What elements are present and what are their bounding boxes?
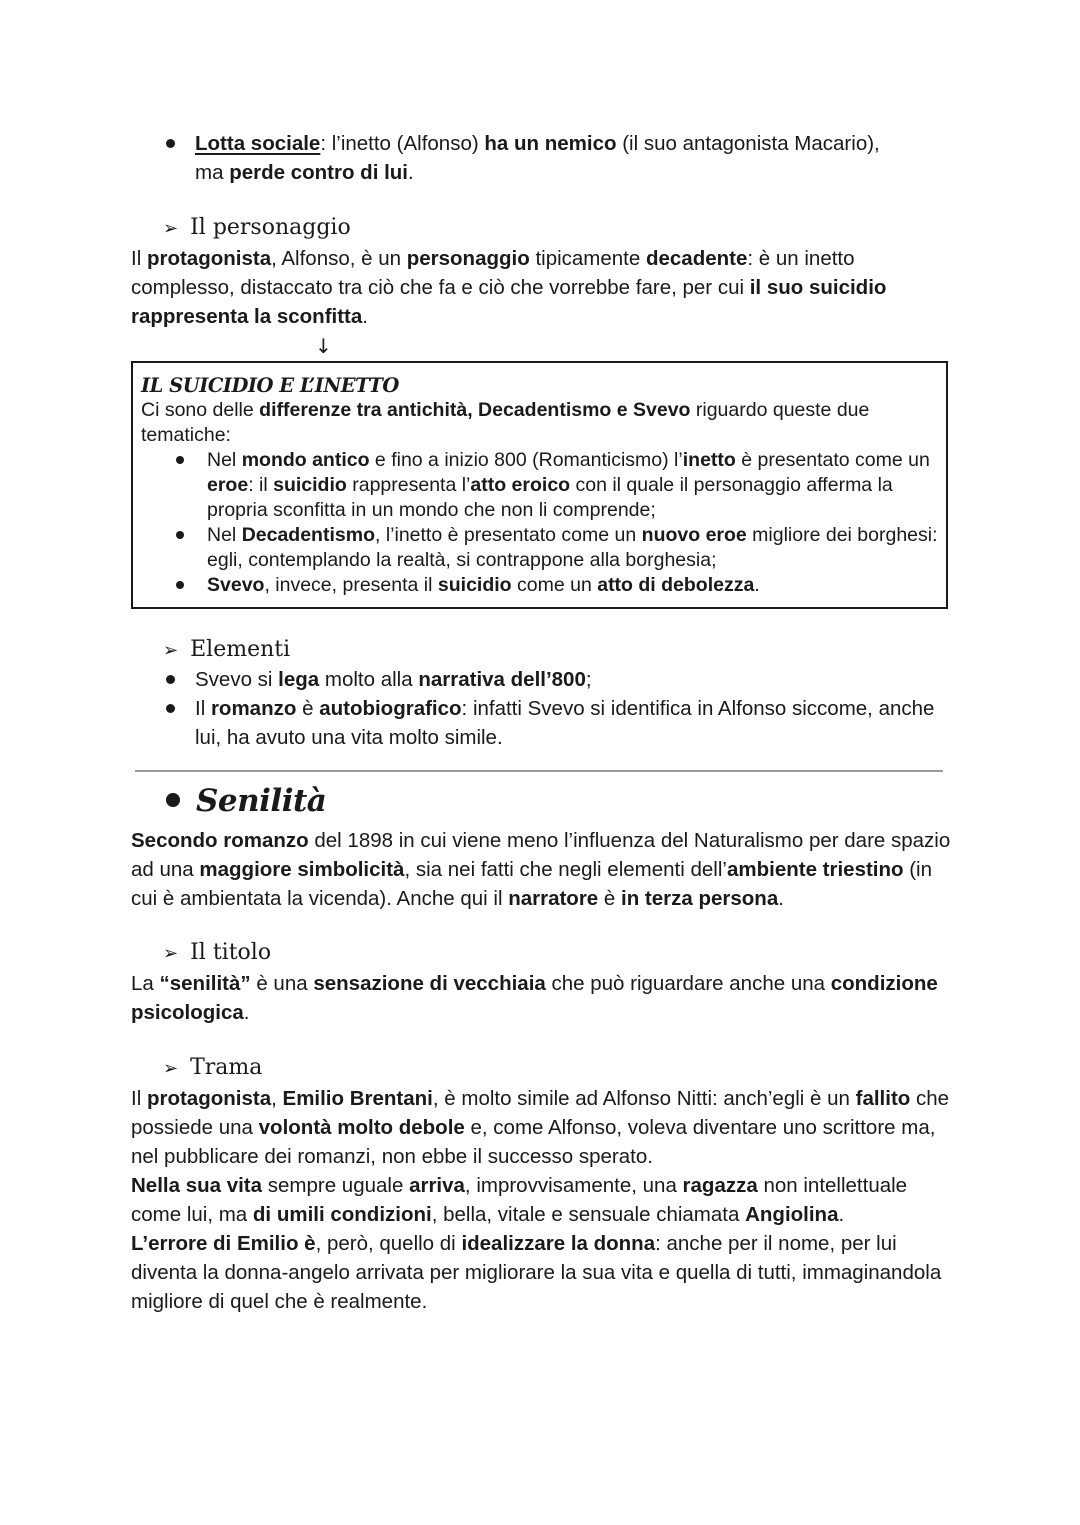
horizontal-divider: [135, 770, 943, 772]
section-title-senilita: Senilità: [166, 781, 326, 821]
bullet-dot: [166, 139, 175, 148]
paragraph-titolo: La “senilità” è una sensazione di vecchiaia che può riguardare anche una condizione psicologica.: [131, 972, 938, 1024]
arrow-bullet-icon: ➢: [163, 1058, 179, 1079]
paragraph-personaggio: Il protagonista, Alfonso, è un personaggio tipicamente decadente: è un inetto complesso, distaccato tra ciò che fa e ciò che vorrebbe fare, per cui il suo suicidio rappresenta la sconfitta.: [131, 247, 887, 328]
heading-elementi: ➢ Elementi: [163, 637, 291, 662]
down-arrow-icon: ↓: [315, 334, 332, 358]
list-item: Il romanzo è autobiografico: infatti Svevo si identifica in Alfonso siccome, anche lui, ha avuto una vita molto simile.: [163, 694, 953, 752]
box-bullet-svevo: Svevo, invece, presenta il suicidio come un atto di debolezza.: [141, 573, 938, 598]
box-suicidio-inetto: [131, 361, 948, 609]
arrow-bullet-icon: ➢: [163, 943, 179, 964]
term-lotta-sociale: Lotta sociale: [195, 132, 321, 155]
box-title: IL SUICIDIO E L’INETTO: [141, 374, 399, 397]
arrow-bullet-icon: ➢: [163, 640, 179, 661]
heading-titolo: ➢ Il titolo: [163, 940, 272, 965]
bullet-dot: [166, 793, 180, 807]
paragraph-trama: Il protagonista, Emilio Brentani, è molto simile ad Alfonso Nitti: anch’egli è un fallito che possiede una volontà molto debole e, come Alfonso, voleva diventare uno scrittore ma, nel pubblicare dei romanzi, non ebbe il successo sperato. Nella sua vita sempre uguale arriva, improvvisamente, una ragazza non intellettuale come lui, ma di umili condizioni, bella, vitale e sensuale chiamata Angiolina. L’errore di Emilio è, però, quello di idealizzare la donna: anche per il nome, per lui diventa la donna-angelo arrivata per migliorare la sua vita e quella di tutti, immaginandola migliore di quel che è realmente.: [131, 1087, 950, 1313]
list-elementi: [163, 665, 953, 752]
box-intro: Ci sono delle differenze tra antichità, Decadentismo e Svevo riguardo queste due tematiche:: [141, 399, 870, 446]
paragraph-senilita: Secondo romanzo del 1898 in cui viene meno l’influenza del Naturalismo per dare spazio ad una maggiore simbolicità, sia nei fatti che negli elementi dell’ambiente triestino (in cui è ambientata la vicenda). Anche qui il narratore è in terza persona.: [131, 829, 951, 910]
box-bullet-mondo-antico: Nel mondo antico e fino a inizio 800 (Romanticismo) l’inetto è presentato come un eroe: il suicidio rappresenta l’atto eroico con il quale il personaggio afferma la propria sconfitta in un mondo che non li comprende;: [141, 448, 938, 523]
heading-personaggio: ➢ Il personaggio: [163, 215, 351, 240]
heading-trama: ➢ Trama: [163, 1055, 263, 1080]
bullet-lotta-sociale: Lotta sociale: l’inetto (Alfonso) ha un nemico (il suo antagonista Macario), ma perde contro di lui.: [163, 129, 953, 187]
arrow-bullet-icon: ➢: [163, 218, 179, 239]
list-item: Svevo si lega molto alla narrativa dell’800;: [163, 665, 953, 694]
box-bullet-decadentismo: Nel Decadentismo, l’inetto è presentato come un nuovo eroe migliore dei borghesi: egli, contemplando la realtà, si contrappone alla borghesia;: [141, 523, 938, 573]
